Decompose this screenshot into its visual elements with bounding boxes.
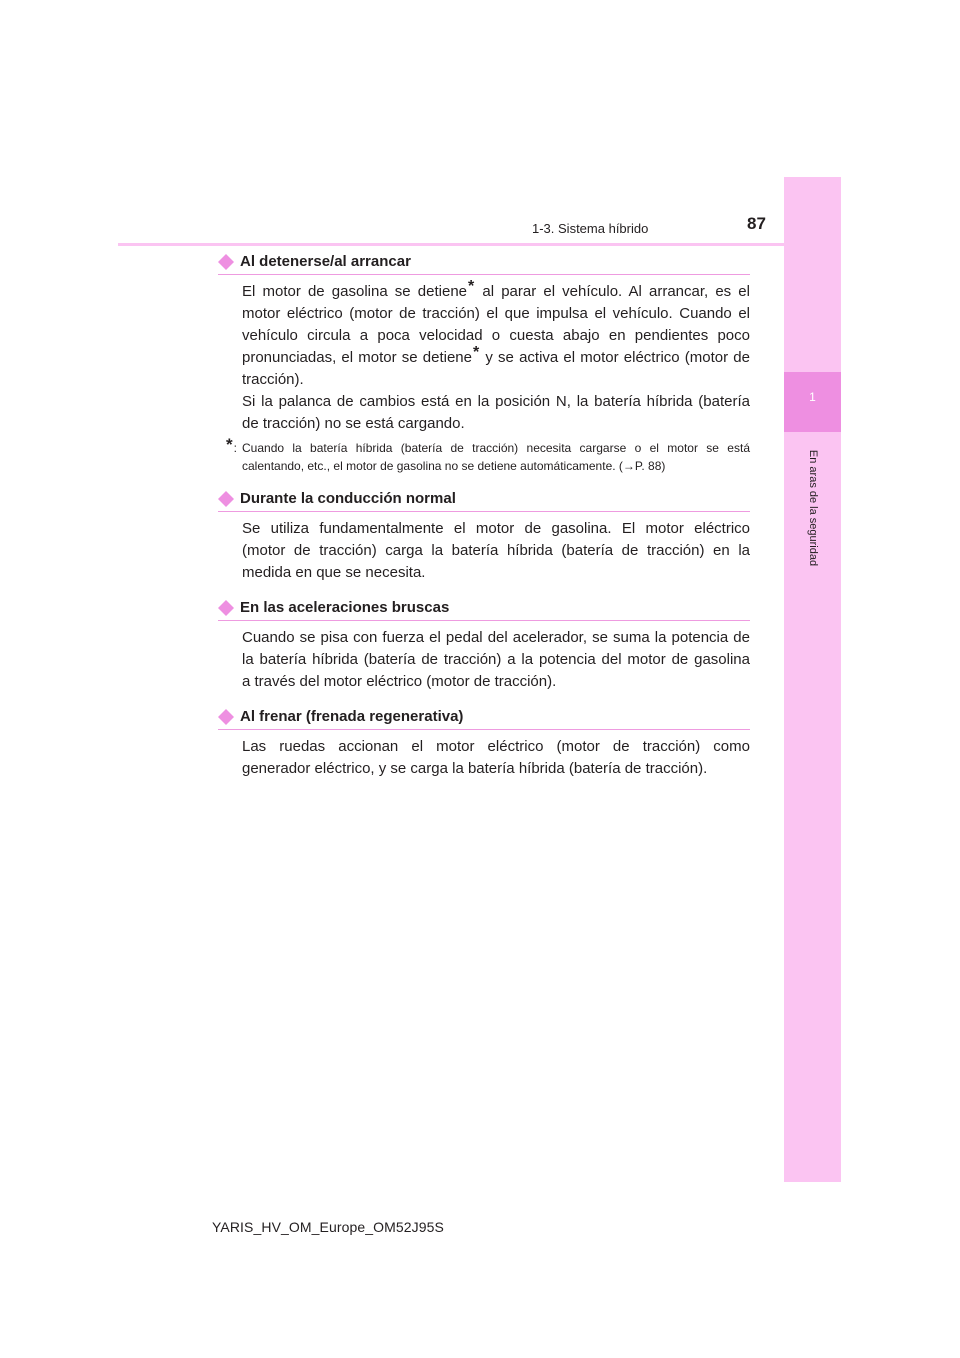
footnote-line bbox=[242, 457, 750, 475]
asterisk-mark: * bbox=[472, 344, 480, 361]
body-line bbox=[242, 278, 750, 303]
chapter-number: 1 bbox=[809, 390, 816, 404]
body-line: de tracción) no se está cargando. bbox=[242, 415, 465, 432]
diamond-icon bbox=[218, 254, 234, 270]
chapter-label: En aras de la seguridad bbox=[807, 449, 819, 567]
section-title: Durante la conducción normal bbox=[240, 490, 456, 507]
section-heading bbox=[218, 707, 750, 730]
section-heading bbox=[218, 489, 750, 512]
header-section-title: 1-3. Sistema híbrido bbox=[532, 221, 649, 236]
body-line: motor eléctrico (motor de tracción) el que impulsa el vehículo. Cuando el bbox=[242, 305, 750, 322]
page-content bbox=[218, 252, 750, 780]
body-line bbox=[242, 344, 750, 369]
page-number: 87 bbox=[747, 214, 766, 233]
section-body bbox=[242, 736, 750, 780]
body-line: tracción). bbox=[242, 371, 304, 388]
section-title: Al frenar (frenada regenerativa) bbox=[240, 708, 464, 725]
section-heading bbox=[218, 598, 750, 621]
footnote-text: calentando, etc., el motor de gasolina no se detiene automáticamente. ( bbox=[242, 459, 623, 473]
diamond-icon bbox=[218, 600, 234, 616]
body-line: Si la palanca de cambios está en la posición N, la batería híbrida (batería bbox=[242, 393, 750, 410]
arrow-right-icon: → bbox=[622, 459, 635, 473]
asterisk-mark: * bbox=[468, 278, 475, 295]
body-line: a través del motor eléctrico (motor de tracción). bbox=[242, 673, 557, 690]
diamond-icon bbox=[218, 709, 234, 725]
asterisk-mark: * bbox=[226, 435, 233, 454]
footnote-line: Cuando la batería híbrida (batería de tracción) necesita cargarse o el motor se está bbox=[242, 441, 750, 455]
section-body bbox=[242, 518, 750, 584]
body-line: generador eléctrico, y se carga la batería híbrida (batería de tracción). bbox=[242, 760, 708, 777]
document-code: YARIS_HV_OM_Europe_OM52J95S bbox=[212, 1219, 444, 1235]
body-line: Cuando se pisa con fuerza el pedal del acelerador, se suma la potencia de bbox=[242, 629, 750, 646]
body-line: vehículo circula a poca velocidad o cuesta abajo en pendientes poco bbox=[242, 327, 750, 344]
body-line: (motor de tracción) carga la batería híbrida (batería de tracción) en la bbox=[242, 542, 750, 559]
body-text: y se activa el motor eléctrico (motor de bbox=[480, 349, 750, 366]
section-body bbox=[242, 627, 750, 693]
body-line: medida en que se necesita. bbox=[242, 564, 426, 581]
body-line: la batería híbrida (batería de tracción) a la potencia del motor de gasolina bbox=[242, 651, 750, 668]
section-title: Al detenerse/al arrancar bbox=[240, 253, 411, 270]
header-rule bbox=[118, 243, 841, 246]
body-line: Las ruedas accionan el motor eléctrico (motor de tracción) como bbox=[242, 738, 750, 755]
diamond-icon bbox=[218, 491, 234, 507]
section-heading bbox=[218, 252, 750, 275]
body-text: al parar el vehículo. Al arrancar, es el bbox=[475, 283, 750, 300]
chapter-side-tab bbox=[784, 177, 841, 1182]
section-body bbox=[242, 278, 750, 435]
section-title: En las aceleraciones bruscas bbox=[240, 599, 450, 616]
footnote-marker bbox=[225, 435, 237, 457]
body-text: El motor de gasolina se detiene bbox=[242, 283, 467, 300]
footnote bbox=[226, 435, 750, 475]
footnote-separator: : bbox=[233, 441, 237, 455]
page-reference-link[interactable]: P. 88) bbox=[634, 459, 666, 473]
body-line: Se utiliza fundamentalmente el motor de gasolina. El motor eléctrico bbox=[242, 520, 750, 537]
body-text: pronunciadas, el motor se detiene bbox=[242, 349, 472, 366]
